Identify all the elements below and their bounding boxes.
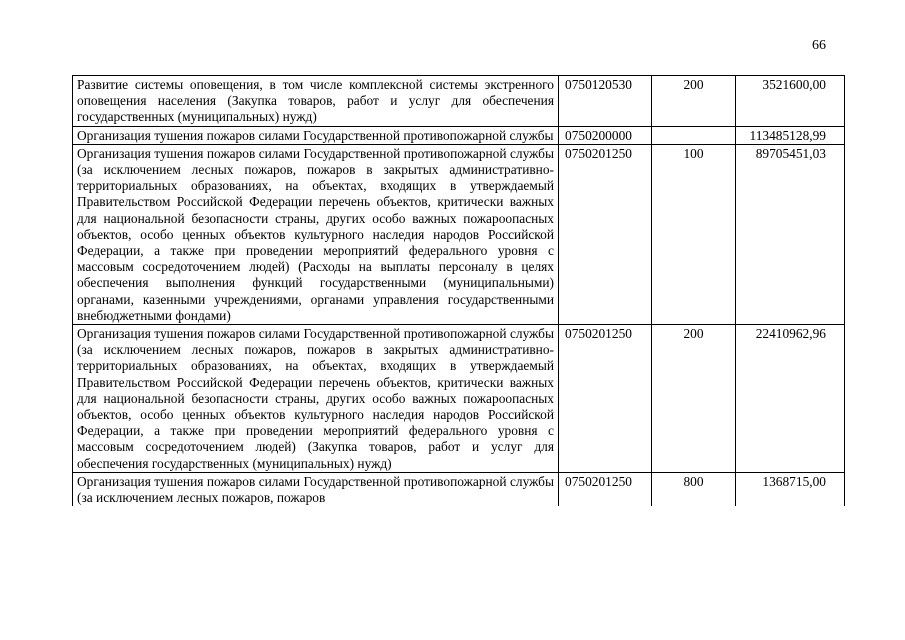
table-row [73,76,845,127]
target-article-code-cell: 0750200000 [559,126,652,144]
expense-type-cell [652,126,736,144]
expense-name-cell: Организация тушения пожаров силами Государственной противопожарной службы [73,126,559,144]
amount-cell: 89705451,03 [736,144,845,324]
amount-cell: 22410962,96 [736,325,845,473]
expense-type-cell: 200 [652,325,736,473]
target-article-code-cell: 0750120530 [559,76,652,127]
table-row [73,126,845,144]
table-row [73,472,845,506]
target-article-code-cell: 0750201250 [559,325,652,473]
budget-table [72,75,845,506]
expense-name-cell: Организация тушения пожаров силами Государственной противопожарной службы (за исключением лесных пожаров, пожаров [73,472,559,506]
target-article-code-cell: 0750201250 [559,144,652,324]
expense-type-cell: 200 [652,76,736,127]
amount-cell: 113485128,99 [736,126,845,144]
expense-name-cell: Организация тушения пожаров силами Государственной противопожарной службы (за исключением лесных пожаров, пожаров в закрытых административно-территориальных образованиях, на объектах, входящих в утверждаемый Правительством Российской Федерации перечень объектов, критически важных для национальной безопасности страны, других особо важных пожароопасных объектов, особо ценных объектов культурного наследия народов Российской Федерации, а также при проведении мероприятий федерального уровня с массовым сосредоточением людей) (Расходы на выплаты персоналу в целях обеспечения выполнения функций государственными (муниципальными) органами, казенными учреждениями, органами управления государственными внебюджетными фондами) [73,144,559,324]
table-row [73,325,845,473]
expense-type-cell: 800 [652,472,736,506]
target-article-code-cell: 0750201250 [559,472,652,506]
amount-cell: 1368715,00 [736,472,845,506]
amount-cell: 3521600,00 [736,76,845,127]
expense-type-cell: 100 [652,144,736,324]
table-row [73,144,845,324]
expense-name-cell: Развитие системы оповещения, в том числе комплексной системы экстренного оповещения населения (Закупка товаров, работ и услуг для обеспечения государственных (муниципальных) нужд) [73,76,559,127]
page-number: 66 [812,38,826,53]
expense-name-cell: Организация тушения пожаров силами Государственной противопожарной службы (за исключением лесных пожаров, пожаров в закрытых административно-территориальных образованиях, на объектах, входящих в утверждаемый Правительством Российской Федерации перечень объектов, критически важных для национальной безопасности страны, других особо важных пожароопасных объектов, особо ценных объектов культурного наследия народов Российской Федерации, а также при проведении мероприятий федерального уровня с массовым сосредоточением людей) (Закупка товаров, работ и услуг для обеспечения государственных (муниципальных) нужд) [73,325,559,473]
